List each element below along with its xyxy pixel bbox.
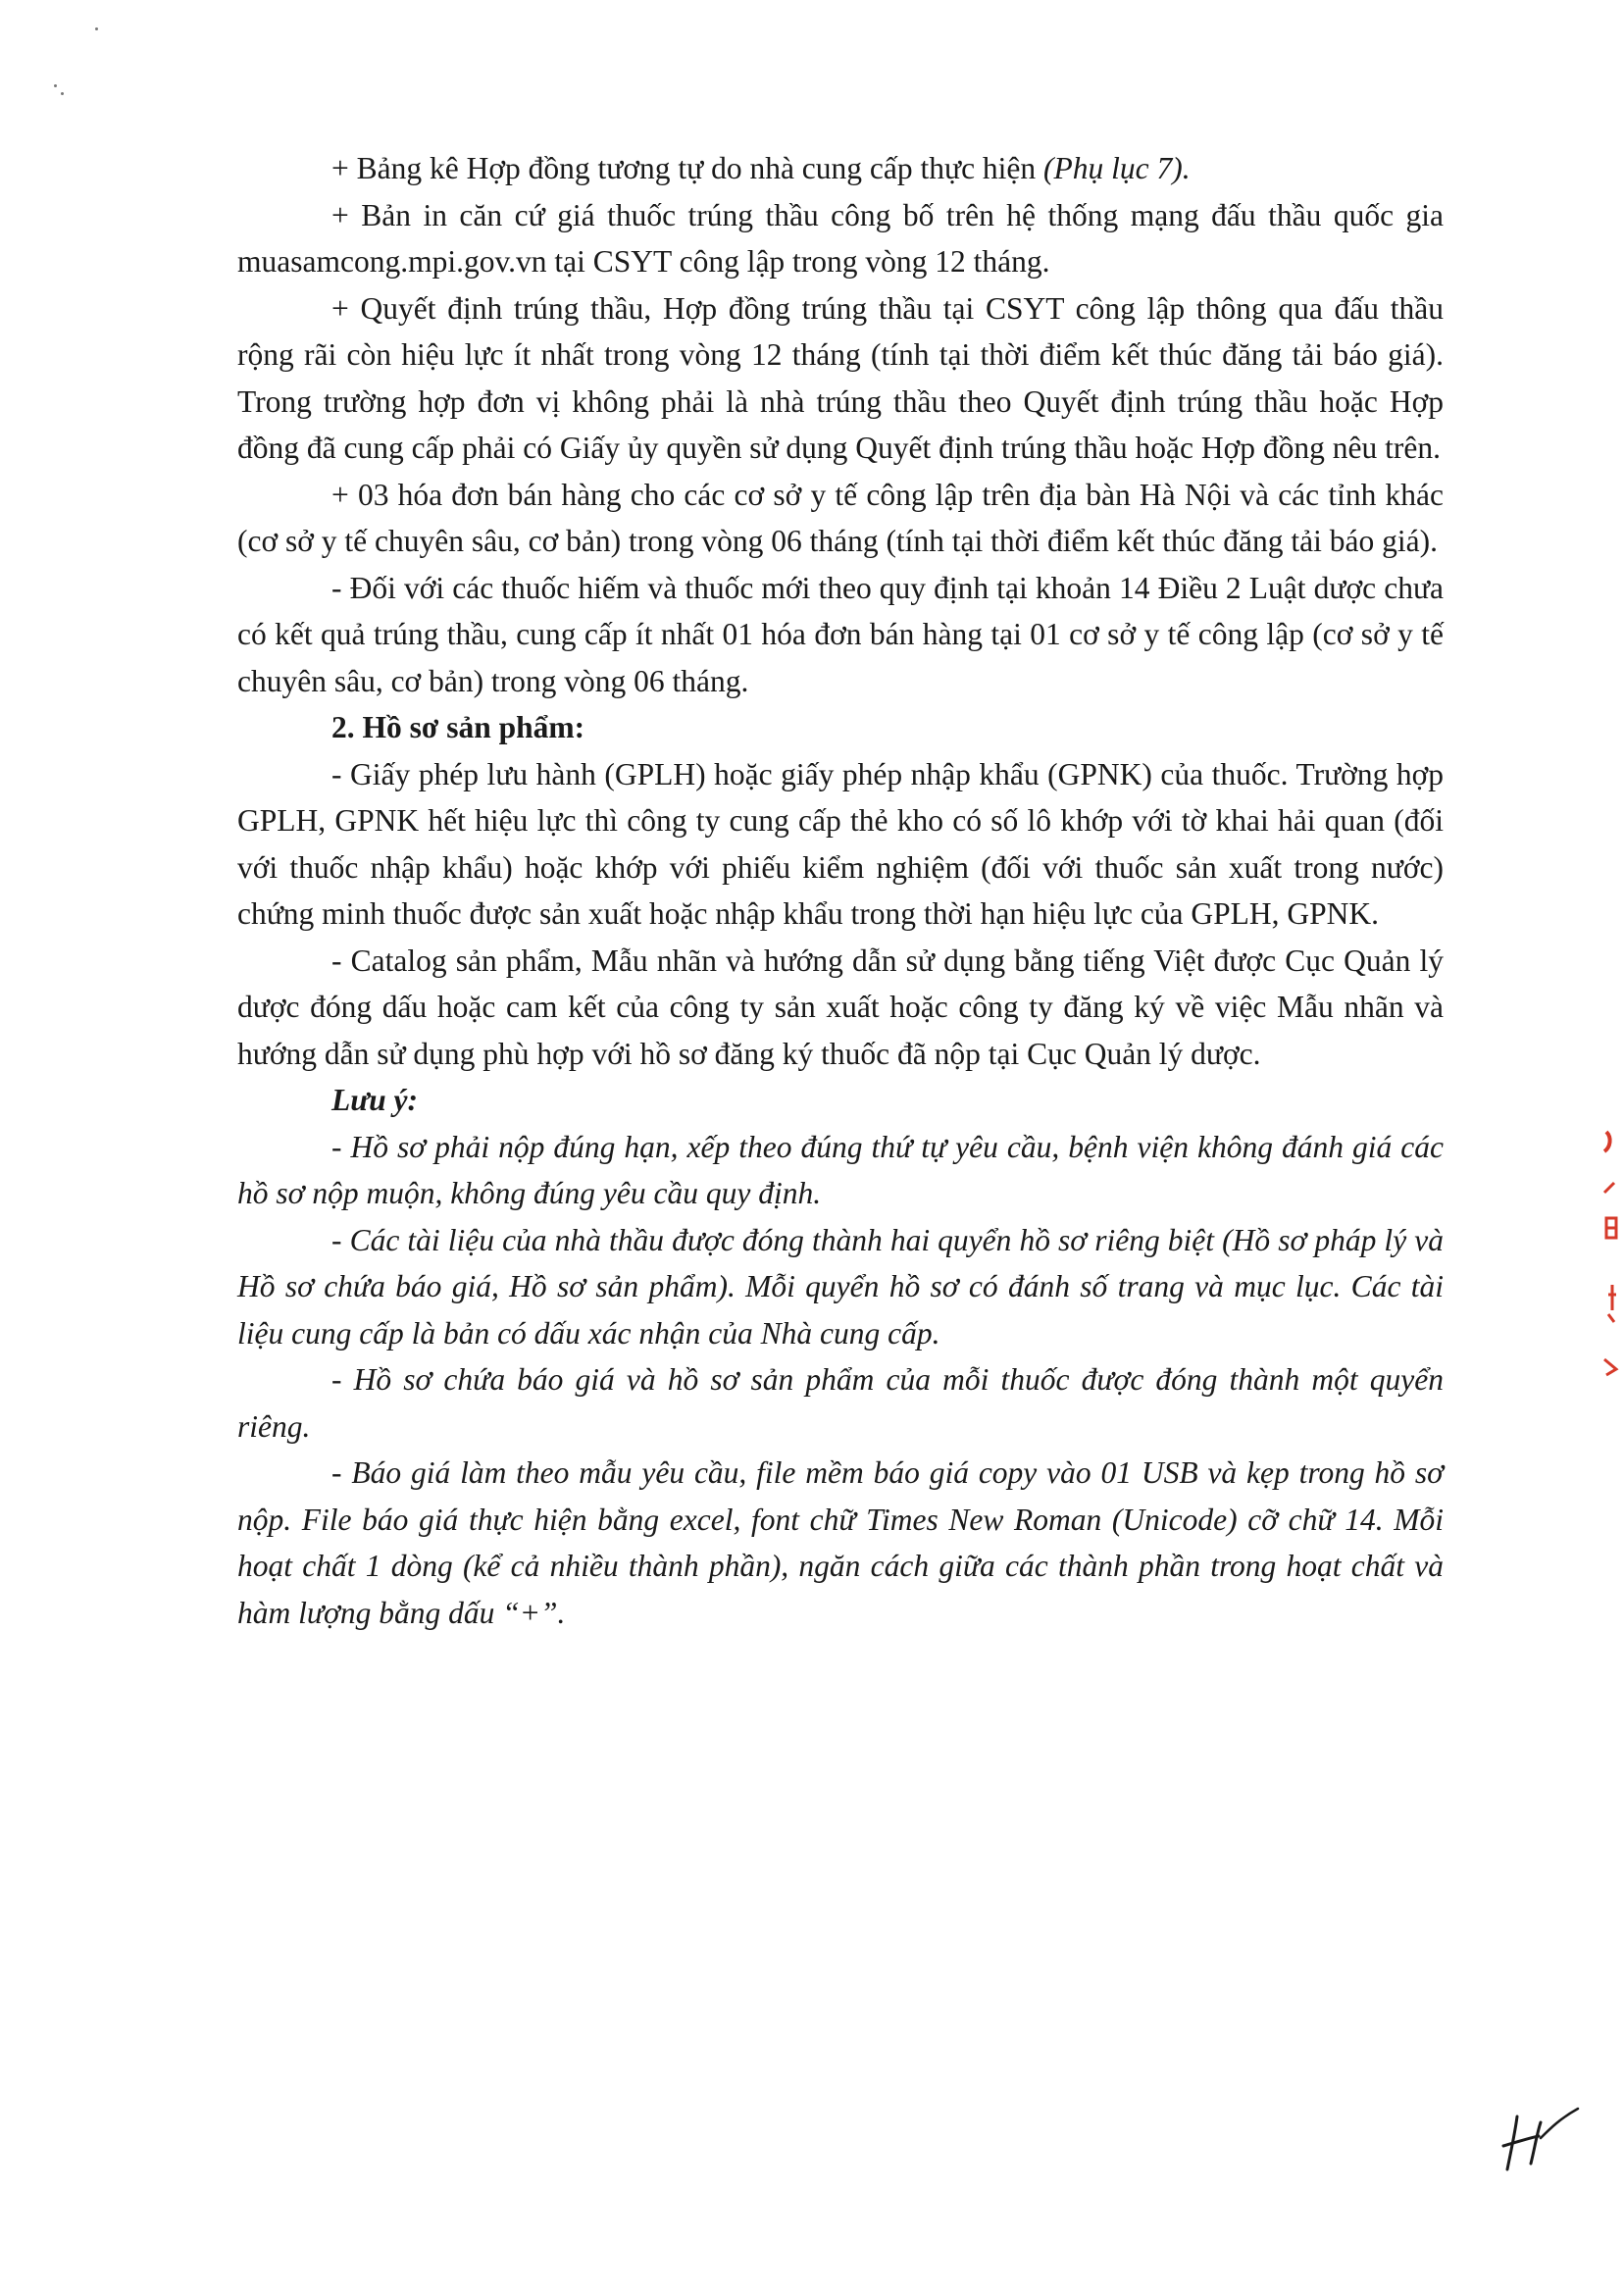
note-item-quote-format: - Báo giá làm theo mẫu yêu cầu, file mềm báo giá copy vào 01 USB và kẹp trong hồ sơ nộp. File báo giá thực hiện bằng excel, font chữ Times New Roman (Unicode) cỡ chữ 14. Mỗi hoạt chất 1 dòng (kể cả nhiều thành phần), ngăn cách giữa các thành phần trong hoạt chất và hàm lượng bằng dấu “+”. (237, 1455, 1444, 1630)
scan-speck (54, 84, 57, 87)
note-item-deadline: - Hồ sơ phải nộp đúng hạn, xếp theo đúng thứ tự yêu cầu, bệnh viện không đánh giá các hồ sơ nộp muộn, không đúng yêu cầu quy định. (237, 1129, 1444, 1210)
stamp-mark (1608, 1285, 1616, 1322)
stamp-mark (1606, 1218, 1616, 1238)
scan-speck (95, 27, 98, 30)
stamp-mark (1604, 1183, 1614, 1193)
paragraph-invoices: + 03 hóa đơn bán hàng cho các cơ sở y tế công lập trên địa bàn Hà Nội và các tỉnh khác (cơ sở y tế chuyên sâu, cơ bản) trong vòng 06 tháng (tính tại thời điểm kết thúc đăng tải báo giá). (237, 477, 1444, 558)
scan-speck (61, 92, 64, 95)
paragraph-license: - Giấy phép lưu hành (GPLH) hoặc giấy phép nhập khẩu (GPNK) của thuốc. Trường hợp GPLH, GPNK hết hiệu lực thì công ty cung cấp thẻ kho có số lô khớp với tờ khai hải quan (đối với thuốc nhập khẩu) hoặc khớp với phiếu kiểm nghiệm (đối với thuốc sản xuất trong nước) chứng minh thuốc được sản xuất hoặc nhập khẩu trong thời hạn hiệu lực của GPLH, GPNK. (237, 756, 1444, 931)
note-item-per-drug: - Hồ sơ chứa báo giá và hồ sơ sản phẩm của mỗi thuốc được đóng thành một quyển riêng. (237, 1362, 1444, 1444)
document-body (237, 145, 1444, 1636)
stamp-mark (1604, 1359, 1616, 1375)
appendix-reference: (Phụ lục 7). (1043, 151, 1191, 185)
signature-stroke (1503, 2136, 1539, 2146)
stamp-mark (1604, 1132, 1610, 1151)
paragraph-contract-list (237, 145, 1444, 192)
paragraph-catalog: - Catalog sản phẩm, Mẫu nhãn và hướng dẫn sử dụng bằng tiếng Việt được Cục Quản lý dược đóng dấu hoặc cam kết của công ty sản xuất hoặc công ty đăng ký về việc Mẫu nhãn và hướng dẫn sử dụng phù hợp với hồ sơ đăng ký thuốc đã nộp tại Cục Quản lý dược. (237, 943, 1444, 1071)
paragraph-text: + Bảng kê Hợp đồng tương tự do nhà cung cấp thực hiện (331, 151, 1044, 185)
signature (1496, 2099, 1584, 2177)
paragraph-rare-drugs: - Đối với các thuốc hiếm và thuốc mới theo quy định tại khoản 14 Điều 2 Luật dược chưa có kết quả trúng thầu, cung cấp ít nhất 01 hóa đơn bán hàng tại 01 cơ sở y tế công lập (cơ sở y tế chuyên sâu, cơ bản) trong vòng 06 tháng. (237, 570, 1444, 698)
paragraph-price-printout: + Bản in căn cứ giá thuốc trúng thầu công bố trên hệ thống mạng đấu thầu quốc gia muasamcong.mpi.gov.vn tại CSYT công lập trong vòng 12 tháng. (237, 197, 1444, 279)
signature-stroke (1541, 2109, 1578, 2138)
signature-stroke (1531, 2122, 1541, 2164)
note-item-binding: - Các tài liệu của nhà thầu được đóng thành hai quyển hồ sơ riêng biệt (Hồ sơ pháp lý và Hồ sơ chứa báo giá, Hồ sơ sản phẩm). Mỗi quyển hồ sơ có đánh số trang và mục lục. Các tài liệu cung cấp là bản có dấu xác nhận của Nhà cung cấp. (237, 1222, 1444, 1351)
red-stamp-fragment (1599, 1128, 1624, 1393)
note-heading: Lưu ý: (331, 1083, 418, 1117)
section-heading-product-dossier: 2. Hồ sơ sản phẩm: (331, 710, 585, 744)
paragraph-award-decision: + Quyết định trúng thầu, Hợp đồng trúng thầu tại CSYT công lập thông qua đấu thầu rộng rãi còn hiệu lực ít nhất trong vòng 12 tháng (tính tại thời điểm kết thúc đăng tải báo giá). Trong trường hợp đơn vị không phải là nhà trúng thầu theo Quyết định trúng thầu hoặc Hợp đồng đã cung cấp phải có Giấy ủy quyền sử dụng Quyết định trúng thầu hoặc Hợp đồng nêu trên. (237, 290, 1444, 465)
